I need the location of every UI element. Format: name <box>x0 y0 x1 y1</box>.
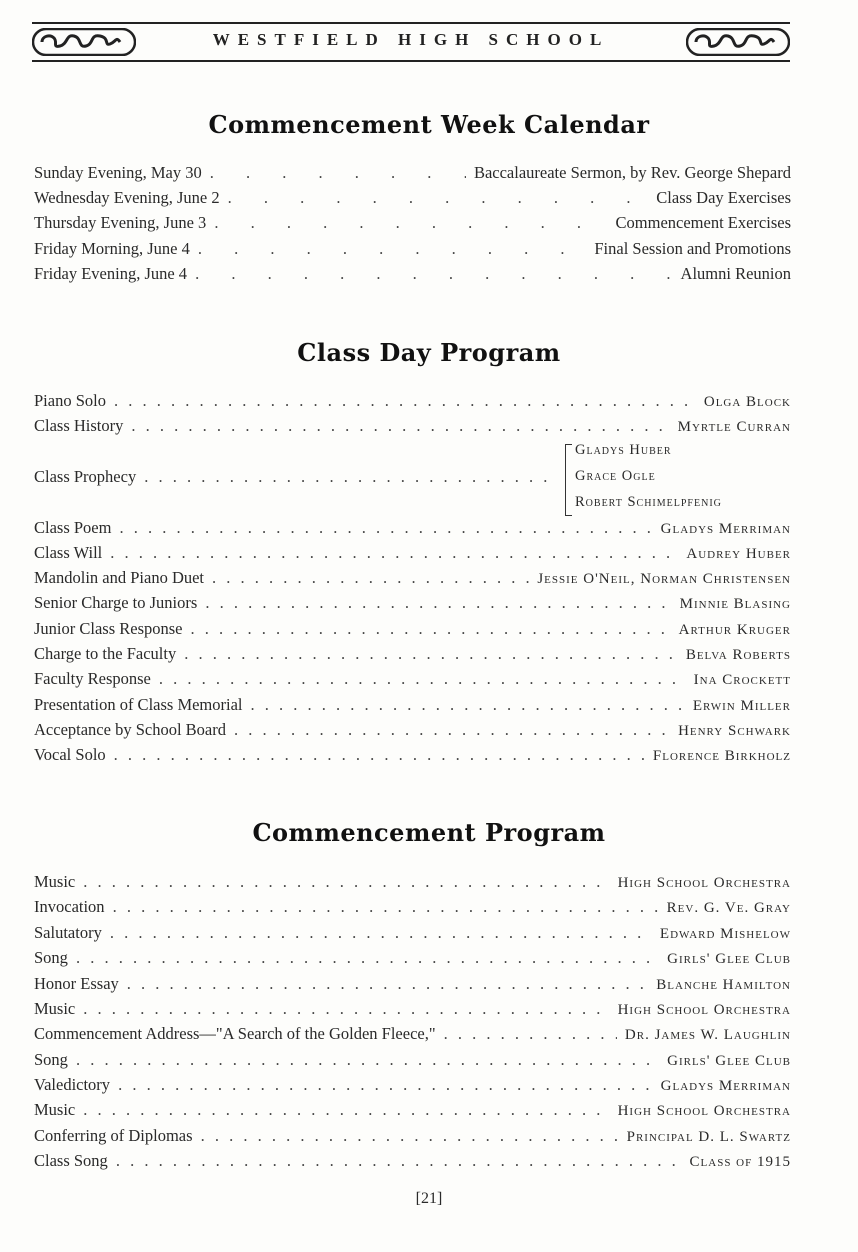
calendar-row: Sunday Evening, May 30 . . . Baccalaureate Sermon, by Rev. George Shepard <box>34 163 791 185</box>
calendar-row: Friday Evening, June 4 . . . Alumni Reunion <box>34 264 791 286</box>
program-row: Song . . . Girls' Glee Club <box>34 948 791 970</box>
program-row: Class Will . . . Audrey Huber <box>34 543 791 565</box>
program-row: Class History . . . Myrtle Curran <box>34 416 791 438</box>
program-row: Salutatory . . . Edward Mishelow <box>34 923 791 945</box>
page-header <box>32 22 790 62</box>
program-row: Class Song . . . Class of 1915 <box>34 1151 791 1173</box>
program-row: Music . . . High School Orchestra <box>34 872 791 894</box>
class-day-title: Class Day Program <box>297 338 561 367</box>
brace-icon <box>565 444 572 516</box>
program-row: Invocation . . . Rev. G. Ve. Gray <box>34 897 791 919</box>
program-row: Charge to the Faculty . . . Belva Roberts <box>34 644 791 666</box>
program-row: Song . . . Girls' Glee Club <box>34 1050 791 1072</box>
prophecy-names: Gladys Huber Grace Ogle Robert Schimelpfenig <box>565 440 795 518</box>
calendar-row: Friday Morning, June 4 . . . Final Session and Promotions <box>34 239 791 261</box>
program-row: Music . . . High School Orchestra <box>34 999 791 1021</box>
program-row: Commencement Address—"A Search of the Golden Fleece," . . . Dr. James W. Laughlin <box>34 1024 791 1046</box>
program-row: Class Prophecy . . . <box>34 467 556 489</box>
program-row: Class Poem . . . Gladys Merriman <box>34 518 791 540</box>
scroll-ornament-icon <box>686 28 790 56</box>
program-row: Faculty Response . . . Ina Crockett <box>34 669 791 691</box>
page-number: [21] <box>415 1190 443 1207</box>
scroll-ornament-icon <box>32 28 136 56</box>
program-row: Conferring of Diplomas . . . Principal D. L. Swartz <box>34 1126 791 1148</box>
calendar-title: Commencement Week Calendar <box>208 110 650 139</box>
commencement-title: Commencement Program <box>252 818 606 847</box>
calendar-row: Thursday Evening, June 3 . . . Commencement Exercises <box>34 213 791 235</box>
program-row: Piano Solo . . . Olga Block <box>34 391 791 413</box>
program-row: Acceptance by School Board . . . Henry Schwark <box>34 720 791 742</box>
program-row: Mandolin and Piano Duet . . . Jessie O'Neil, Norman Christensen <box>34 568 791 590</box>
program-row: Vocal Solo . . . Florence Birkholz <box>34 745 791 767</box>
calendar-row: Wednesday Evening, June 2 . . . Class Day Exercises <box>34 188 791 210</box>
program-row: Junior Class Response . . . Arthur Kruger <box>34 619 791 641</box>
program-row: Presentation of Class Memorial . . . Erwin Miller <box>34 695 791 717</box>
program-row: Valedictory . . . Gladys Merriman <box>34 1075 791 1097</box>
program-row: Honor Essay . . . Blanche Hamilton <box>34 974 791 996</box>
header-title: WESTFIELD HIGH SCHOOL <box>212 30 610 49</box>
program-row: Music . . . High School Orchestra <box>34 1100 791 1122</box>
program-row: Senior Charge to Juniors . . . Minnie Blasing <box>34 593 791 615</box>
